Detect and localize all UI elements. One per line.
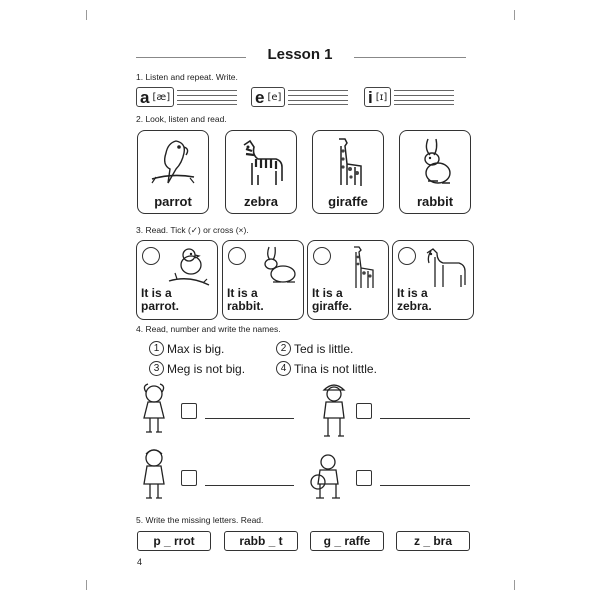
- answer-line[interactable]: [205, 485, 294, 486]
- parrot-icon: [146, 135, 200, 189]
- number-box[interactable]: [356, 403, 372, 419]
- tick-caption: [141, 287, 179, 313]
- crop-mark: [86, 10, 97, 20]
- sentence-number: 1: [149, 341, 164, 356]
- rabbit-icon: [408, 135, 462, 189]
- sound-letter: i: [368, 87, 373, 107]
- card-zebra: [225, 130, 297, 214]
- writing-lines[interactable]: [177, 89, 237, 105]
- boy-ted-icon: [306, 452, 350, 504]
- section1-instruction: 1. Listen and repeat. Write.: [136, 72, 238, 82]
- answer-line[interactable]: [380, 485, 470, 486]
- zebra-icon: [234, 135, 288, 189]
- number-box[interactable]: [181, 403, 197, 419]
- sound-letter: a: [140, 87, 150, 107]
- crop-mark: [504, 580, 515, 590]
- caption-line1: It is a: [141, 286, 172, 300]
- caption-line2: rabbit.: [227, 299, 264, 313]
- writing-lines[interactable]: [288, 89, 348, 105]
- missing-letter-word[interactable]: z _ bra: [396, 531, 470, 551]
- sentence-number: 2: [276, 341, 291, 356]
- missing-letter-word[interactable]: p _ rrot: [137, 531, 211, 551]
- tick-card-giraffe: [307, 240, 389, 320]
- missing-letter-word[interactable]: g _ raffe: [310, 531, 384, 551]
- caption-line2: parrot.: [141, 299, 180, 313]
- sound-box: [251, 87, 285, 107]
- boy-max-icon: [316, 380, 352, 440]
- sound-box: [364, 87, 391, 107]
- rabbit-icon: [251, 245, 299, 289]
- sentence-text: Ted is little.: [294, 341, 354, 356]
- sound-ipa: [æ]: [152, 91, 171, 103]
- sound-ipa: [ɪ]: [375, 91, 388, 103]
- card-rabbit: [399, 130, 471, 214]
- sentence-4: [276, 361, 377, 376]
- crop-mark: [86, 580, 97, 590]
- sentence-text: Tina is not little.: [294, 361, 377, 376]
- sentence-2: [276, 341, 353, 356]
- tick-card-parrot: [136, 240, 218, 320]
- card-word: parrot: [154, 194, 192, 209]
- answer-line[interactable]: [380, 418, 470, 419]
- bird-icon: [165, 245, 213, 289]
- giraffe-icon: [336, 245, 384, 289]
- sound-a: [136, 87, 237, 107]
- crop-mark: [504, 10, 515, 20]
- number-box[interactable]: [356, 470, 372, 486]
- giraffe-icon: [321, 135, 375, 189]
- girl-tina-icon: [136, 446, 172, 504]
- sentence-number: 4: [276, 361, 291, 376]
- section4-instruction: 4. Read, number and write the names.: [136, 324, 281, 334]
- page-number: 4: [137, 557, 143, 567]
- girl-meg-icon: [136, 382, 172, 438]
- sentence-number: 3: [149, 361, 164, 376]
- tick-circle[interactable]: [142, 247, 160, 265]
- caption-line2: zebra.: [397, 299, 432, 313]
- caption-line1: It is a: [397, 286, 428, 300]
- card-word: giraffe: [328, 194, 368, 209]
- tick-caption: [227, 287, 264, 313]
- caption-line1: It is a: [312, 286, 343, 300]
- writing-lines[interactable]: [394, 89, 454, 105]
- tick-circle[interactable]: [313, 247, 331, 265]
- section2-instruction: 2. Look, listen and read.: [136, 114, 227, 124]
- tick-caption: [312, 287, 352, 313]
- sentence-text: Max is big.: [167, 341, 225, 356]
- tick-card-zebra: [392, 240, 474, 320]
- caption-line1: It is a: [227, 286, 258, 300]
- sentence-text: Meg is not big.: [167, 361, 246, 376]
- sound-letter: e: [255, 87, 265, 107]
- sound-ipa: [e]: [267, 91, 282, 103]
- number-box[interactable]: [181, 470, 197, 486]
- card-word: zebra: [244, 194, 278, 209]
- caption-line2: giraffe.: [312, 299, 353, 313]
- tick-caption: [397, 287, 432, 313]
- sound-e: [251, 87, 348, 107]
- missing-letter-word[interactable]: rabb _ t: [224, 531, 298, 551]
- sentence-3: [149, 361, 245, 376]
- sound-box: [136, 87, 174, 107]
- section5-instruction: 5. Write the missing letters. Read.: [136, 515, 264, 525]
- sentence-1: [149, 341, 224, 356]
- card-word: rabbit: [416, 194, 454, 209]
- horse-icon: [421, 245, 469, 289]
- section3-instruction: 3. Read. Tick (✓) or cross (×).: [136, 225, 249, 235]
- sound-i: [364, 87, 454, 107]
- title-rule-right: [354, 57, 466, 58]
- tick-circle[interactable]: [398, 247, 416, 265]
- card-parrot: [137, 130, 209, 214]
- answer-line[interactable]: [205, 418, 294, 419]
- card-giraffe: [312, 130, 384, 214]
- page-title: Lesson 1: [267, 46, 333, 63]
- tick-card-rabbit: [222, 240, 304, 320]
- title-rule-left: [136, 57, 246, 58]
- tick-circle[interactable]: [228, 247, 246, 265]
